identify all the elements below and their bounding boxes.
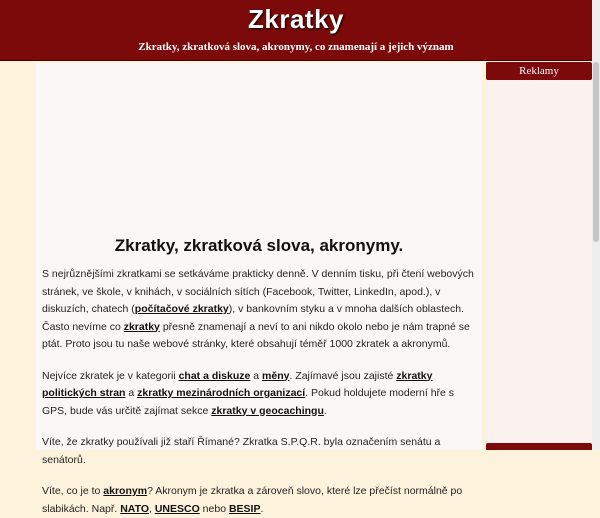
sidebar-title: Reklamy xyxy=(486,62,592,80)
text: . xyxy=(323,404,327,417)
intro-paragraph xyxy=(42,266,477,354)
text: Nejvíce zkratek je v kategorii xyxy=(42,369,179,382)
text: nebo xyxy=(199,502,229,515)
link-zkratky-mezinarodnich-organizaci[interactable]: zkratky mezinárodních organizací xyxy=(137,387,306,399)
text: ? Akronym je zkratka a zároveň slovo, které lze přečíst normálně po slabikách. Např. xyxy=(42,485,463,515)
link-akronym[interactable]: akronym xyxy=(103,485,148,497)
link-pocitacove-zkratky[interactable]: počítačové zkratky xyxy=(134,303,229,315)
text: Víte, co je to xyxy=(42,485,104,497)
scrollbar-thumb[interactable] xyxy=(593,62,599,242)
ads-sidebar xyxy=(486,62,592,450)
text: S nejrůznějšími zkratkami se setkáváme prakticky denně. V denním tisku, při čtení webových stránek, ve škole, v knihách, v sociálních sítích (Facebook, Twitter, LinkedIn, apod.), v diskuzích, chatech ( xyxy=(42,268,474,315)
categories-paragraph xyxy=(42,368,477,421)
text: ), v bankovním styku a v mnoha dalších oblastech. Často nevíme co xyxy=(42,303,464,333)
site-title-link[interactable]: Zkratky xyxy=(248,4,344,34)
text: . xyxy=(260,502,264,515)
main-content xyxy=(36,63,482,515)
text: a xyxy=(125,387,138,399)
acronym-paragraph xyxy=(42,483,477,518)
site-subtitle: Zkratky, zkratková slova, akronymy, co znamenají a jejich význam xyxy=(138,41,454,53)
link-meny[interactable]: měny xyxy=(262,369,290,382)
text: . Zajímavé jsou zajisté xyxy=(289,369,397,382)
link-chat-a-diskuze[interactable]: chat a diskuze xyxy=(178,369,251,382)
link-nato[interactable]: NATO xyxy=(120,502,149,515)
link-zkratky-politickych-stran[interactable]: zkratky politických stran xyxy=(42,369,433,399)
text: a xyxy=(250,369,263,382)
scrollbar[interactable] xyxy=(592,0,600,450)
sidebar-footer-bar xyxy=(486,443,592,450)
link-besip[interactable]: BESIP xyxy=(228,502,261,515)
romans-paragraph: Víte, že zkratky používali již staří Římané? Zkratka S.P.Q.R. byla označením senátu a senátorů. xyxy=(42,436,441,466)
page-heading: Zkratky, zkratková slova, akronymy. xyxy=(114,236,404,255)
link-zkratky-v-geocachingu[interactable]: zkratky v geocachingu xyxy=(211,404,324,417)
ad-space xyxy=(36,63,482,228)
left-margin xyxy=(0,61,36,450)
text: přesně znamenají a neví to ani nikdo okolo nebo je nám trapné se ptát. Proto jsou tu naše webové stránky, které obsahují téměř 1000 zkratek a akronymů. xyxy=(42,320,470,350)
text: , xyxy=(148,502,155,515)
site-header xyxy=(0,0,592,61)
link-unesco[interactable]: UNESCO xyxy=(154,502,200,515)
text: . Pokud holdujete moderní hře s GPS, bude vás určitě zajímat sekce xyxy=(42,387,455,417)
link-zkratky[interactable]: zkratky xyxy=(123,320,160,333)
